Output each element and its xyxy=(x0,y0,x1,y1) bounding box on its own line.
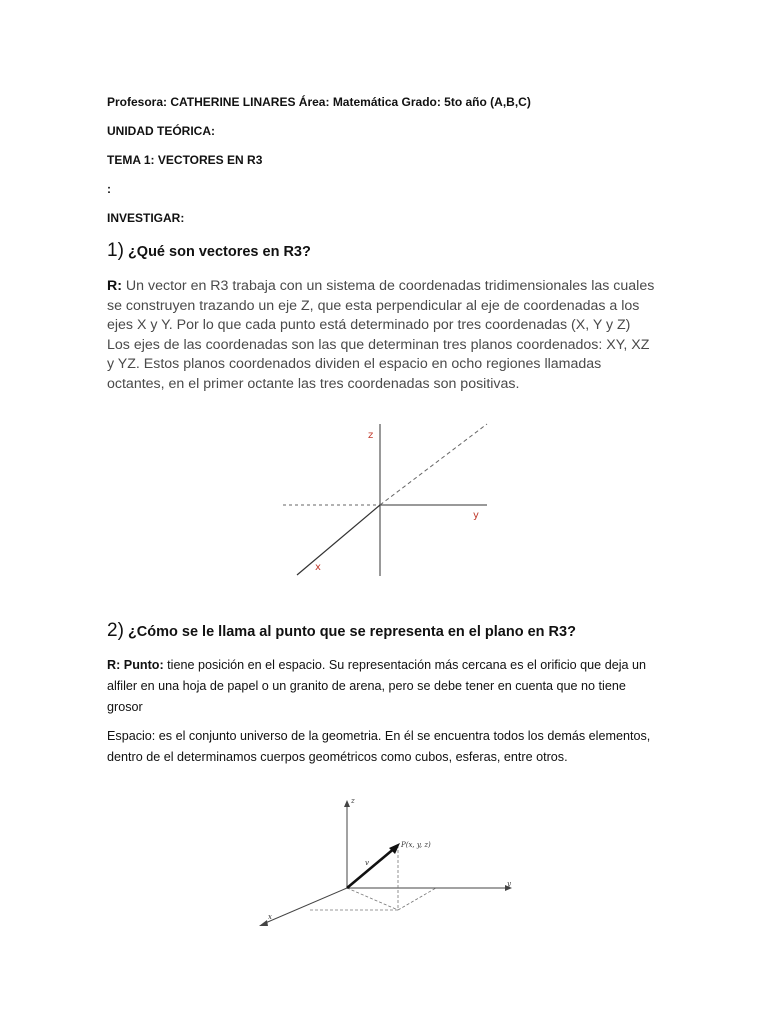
z-label-2: z xyxy=(351,797,355,805)
x-axis xyxy=(297,505,380,575)
colon-line: : xyxy=(107,182,111,196)
space-definition: Espacio: es el conjunto universo de la geometria. En él se encuentra todos los demás elementos, dentro de el determinamos cuerpos geométricos como cubos, esferas, entre otros. xyxy=(107,729,651,764)
teacher-line: Profesora: CATHERINE LINARES Área: Matemática Grado: 5to año (A,B,C) xyxy=(107,95,531,109)
x-axis-2 xyxy=(263,888,347,924)
answer-1-label: R: xyxy=(107,278,122,294)
y-label: y xyxy=(473,510,479,521)
answer-2 xyxy=(107,655,652,718)
projection-to-y xyxy=(398,888,436,910)
axes-figure-2 xyxy=(255,795,520,930)
answer-1-text: Un vector en R3 trabaja con un sistema de coordenadas tridimensionales las cuales se construyen trazando un eje Z, que esta perpendicular al eje de coordenadas a los ejes X y Y. Por lo que cada punto está determinado por tres coordenadas (X, Y y Z) Los ejes de las coordenadas son las que determinan tres planos coordenados: XY, XZ y YZ. Estos planos coordenados dividen el espacio en ocho regiones llamadas octantes, en el primer octante las tres coordenadas son positivas. xyxy=(107,278,655,392)
x-arrowhead xyxy=(259,920,268,926)
z-arrowhead xyxy=(344,800,350,807)
answer-2-label: R: Punto: xyxy=(107,658,164,672)
question-1-number: 1) xyxy=(107,240,124,261)
z-label: z xyxy=(368,430,374,441)
question-2-text: ¿Cómo se le llama al punto que se representa en el plano en R3? xyxy=(127,624,576,640)
point-label: P(x, y, z) xyxy=(401,841,431,849)
unit-heading: UNIDAD TEÓRICA: xyxy=(107,124,215,138)
question-2-number: 2) xyxy=(107,620,124,641)
topic-heading: TEMA 1: VECTORES EN R3 xyxy=(107,153,263,167)
y-label-2: y xyxy=(507,880,511,888)
answer-2-text: tiene posición en el espacio. Su representación más cercana es el orificio que deja un alfiler en una hoja de papel o un granito de arena, pero se debe tener en cuenta que no tiene grosor xyxy=(107,658,647,714)
x-label-2: x xyxy=(268,913,272,921)
projection-diagonal xyxy=(347,888,398,910)
question-1-text: ¿Qué son vectores en R3? xyxy=(127,244,311,260)
investigate-heading: INVESTIGAR: xyxy=(107,211,185,225)
vector-label: v xyxy=(365,859,369,867)
answer-1 xyxy=(107,277,657,395)
x-axis-negative xyxy=(380,424,487,505)
axes-figure-1 xyxy=(275,418,495,583)
x-label: x xyxy=(315,562,321,573)
question-1 xyxy=(107,240,311,262)
question-2 xyxy=(107,620,576,642)
position-vector xyxy=(347,847,396,888)
